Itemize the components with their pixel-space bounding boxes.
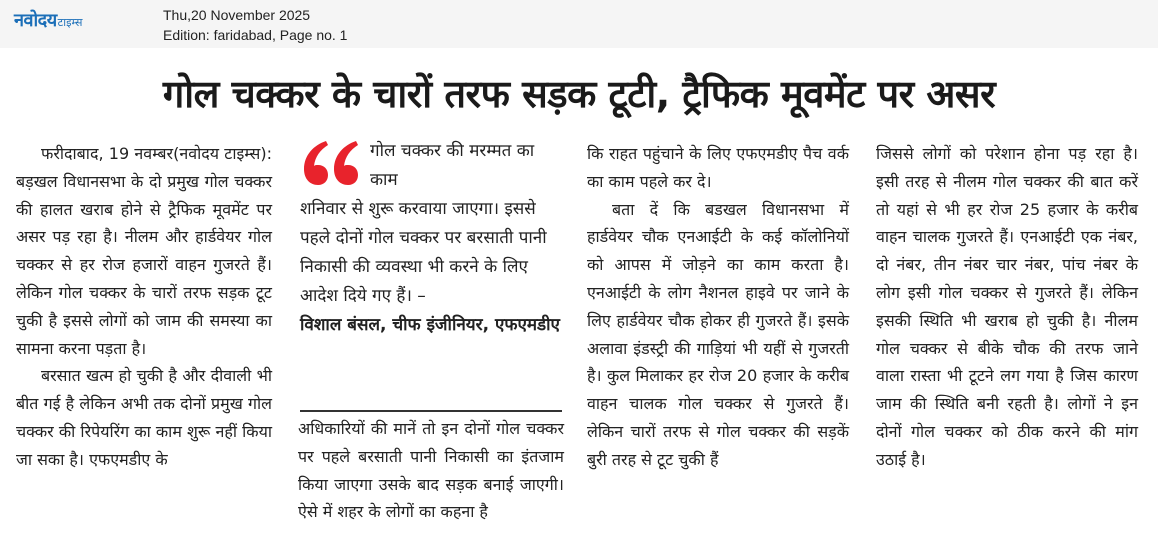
quote-text-first: गोल चक्कर की मरम्मत का काम <box>370 141 535 190</box>
paragraph: अधिकारियों की मानें तो इन दोनों गोल चक्कर पर पहले बरसाती पानी निकासी का इंतजाम किया जाएगा उसके बाद सड़क बनाई जाएगी। ऐसे में शहर के लोगों का कहना है <box>298 419 564 522</box>
paragraph: बता दें कि बडखल विधानसभा में हार्डवेयर चौक एनआईटी के कई कॉलोनियों को आपस में जोड़ने का काम करता है। एनआईटी के लोग नैशनल हाइवे पर जाने के लिए हार्डवेयर चौक होकर ही गुजरते हैं। इसके अलावा इंडस्ट्री की गाड़ियां भी यहीं से गुजरती है। कुल मिलाकर हर रोज 20 हजार के करीब वाहन चालक गोल चक्कर से गुजरते हैं। लेकिन चारों तरफ से गोल चक्कर की सड़कें बुरी तरह से टूट चुकी हैं <box>587 199 849 469</box>
paragraph: कि राहत पहुंचाने के लिए एफएमडीए पैच वर्क का काम पहले कर दे। <box>587 144 849 191</box>
article-column-1 <box>16 140 272 474</box>
article-column-4 <box>876 140 1138 474</box>
edition-info <box>163 5 347 45</box>
edition-date: Thu,20 November 2025 <box>163 7 311 23</box>
logo-sub-text: टाइम्स <box>57 16 83 29</box>
edition-header-bar <box>0 0 1158 48</box>
paragraph: जिससे लोगों को परेशान होना पड़ रहा है। इसी तरह से नीलम गोल चक्कर की बात करें तो यहां से भी हर रोज 25 हजार के करीब वाहन चालक गुजरते हैं। एनआईटी एक नंबर, दो नंबर, तीन नंबर चार नंबर, पांच नंबर के लोग इसी गोल चक्कर से गुजरते हैं। लेकिन इसकी स्थिति भी खराब हो चुकी है। नीलम गोल चक्कर से बीके चौक की तरफ जाने वाला रास्ता भी टूटने लग गया है जिस कारण जाम की स्थिति बनी रहती है। लोगों ने इन दोनों गोल चक्कर को ठीक करने की मांग उठाई है। <box>876 144 1138 469</box>
quote-text-rest: शनिवार से शुरू करवाया जाएगा। इससे पहले दोनों गोल चक्कर पर बरसाती पानी निकासी की व्यवस्था भी करने के लिए आदेश दिये गए हैं। – <box>300 199 547 306</box>
paragraph: बरसात खत्म हो चुकी है और दीवाली भी बीत गई है लेकिन अभी तक दोनों प्रमुख गोल चक्कर की रिपेयरिंग का काम शुरू नहीं किया जा सका है। एफएमडीए के <box>16 366 272 469</box>
article-headline: गोल चक्कर के चारों तरफ सड़क टूटी, ट्रैफिक मूवमेंट पर असर <box>162 72 996 116</box>
divider <box>300 410 562 412</box>
article-column-2 <box>298 415 564 526</box>
article-column-3 <box>587 140 849 474</box>
edition-page: Edition: faridabad, Page no. 1 <box>163 27 348 43</box>
newspaper-logo[interactable] <box>14 8 82 32</box>
quote-mark-icon <box>300 137 362 189</box>
pull-quote <box>300 137 562 340</box>
logo-main-text: नवोदय <box>14 10 57 31</box>
quote-attribution: विशाल बंसल, चीफ इंजीनियर, एफएमडीए <box>300 315 560 335</box>
paragraph: फरीदाबाद, 19 नवम्बर(नवोदय टाइम्स): बड़खल विधानसभा के दो प्रमुख गोल चक्कर की हालत खराब होने से ट्रैफिक मूवमेंट पर असर पड़ रहा है। नीलम और हार्डवेयर गोल चक्कर से हर रोज हजारों वाहन गुजरते हैं। लेकिन गोल चक्कर के चारों तरफ सड़क टूट चुकी है इससे लोगों को जाम की समस्या का सामना करना पड़ता है। <box>16 144 272 358</box>
